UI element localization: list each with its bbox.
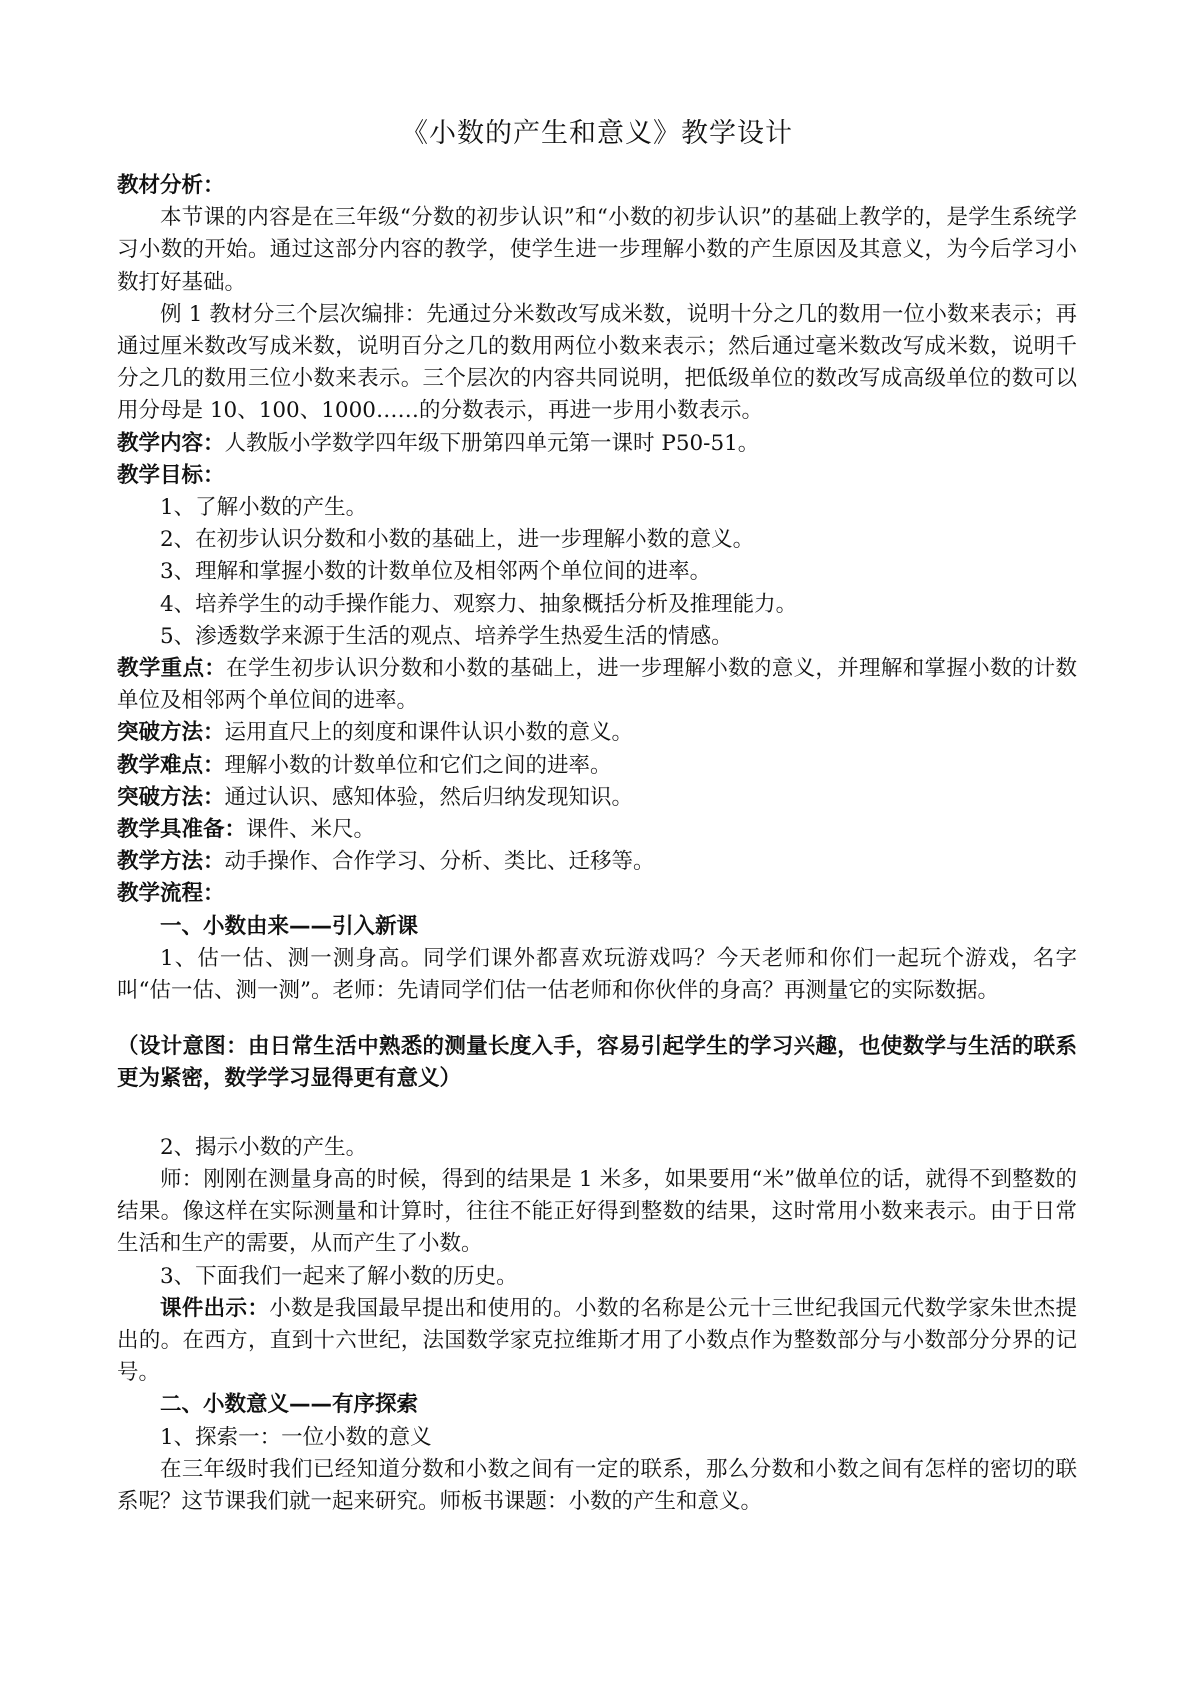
courseware-paragraph <box>117 1293 1077 1390</box>
goal-item: 2、在初步认识分数和小数的基础上，进一步理解小数的意义。 <box>160 527 755 553</box>
material-analysis-heading: 教材分析： <box>117 173 225 198</box>
teaching-flow-heading: 教学流程： <box>117 881 225 907</box>
material-analysis-paragraph-2: 例 1 教材分三个层次编排：先通过分米数改写成米数，说明十分之几的数用一位小数来表示；再通过厘米数改写成米数，说明百分之几的数用两位小数来表示；然后通过毫米数改写成米数，说明千分之几的数用三位小数来表示。三个层次的内容共同说明，把低级单位的数改写成高级单位的数可以用分母是 10、100、1000……的分数表示，再进一步用小数表示。 <box>117 301 1077 424</box>
page-title: 《小数的产生和意义》教学设计 <box>401 118 793 149</box>
section-1-paragraph-1: 1、估一估、测一测身高。同学们课外都喜欢玩游戏吗？今天老师和你们一起玩个游戏，名字叫“估一估、测一测”。老师：先请同学们估一估老师和你伙伴的身高？再测量它的实际数据。 <box>117 945 1077 1004</box>
teaching-preparation <box>117 814 1077 846</box>
preparation-text: 课件、米尺。 <box>246 817 376 843</box>
difficulty-label: 教学难点： <box>117 752 225 778</box>
key-point <box>117 653 1077 717</box>
goal-item: 5、渗透数学来源于生活的观点、培养学生热爱生活的情感。 <box>160 623 733 649</box>
courseware-label: 课件出示： <box>160 1295 270 1321</box>
section-2-heading: 二、小数意义——有序探索 <box>160 1392 419 1418</box>
document-page <box>117 114 1077 1518</box>
methods-label: 教学方法： <box>117 849 225 875</box>
breakthrough-method-2 <box>117 782 1077 814</box>
teaching-methods <box>117 846 1077 878</box>
courseware-text: 小数是我国最早提出和使用的。小数的名称是公元十三世纪我国元代数学家朱世杰提出的。在西方，直到十六世纪，法国数学家克拉维斯才用了小数点作为整数部分与小数部分分界的记号。 <box>117 1295 1077 1386</box>
methods-text: 动手操作、合作学习、分析、类比、迁移等。 <box>224 849 655 875</box>
section-1-heading: 一、小数由来——引入新课 <box>160 913 419 939</box>
section-1-paragraph-3: 师：刚刚在测量身高的时候，得到的结果是 1 米多，如果要用“米”做单位的话，就得不到整数的结果。像这样在实际测量和计算时，往往不能正好得到整数的结果，这时常用小数来表示。由于日常生活和生产的需要，从而产生了小数。 <box>117 1166 1077 1257</box>
teaching-content-label: 教学内容： <box>117 430 225 456</box>
design-intent-note: （设计意图：由日常生活中熟悉的测量长度入手，容易引起学生的学习兴趣，也使数学与生活的联系更为紧密，数学学习显得更有意义） <box>117 1034 1077 1092</box>
method-1-label: 突破方法： <box>117 720 225 746</box>
goal-item: 4、培养学生的动手操作能力、观察力、抽象概括分析及推理能力。 <box>160 591 798 617</box>
teaching-content <box>117 428 1077 460</box>
material-analysis-paragraph-1: 本节课的内容是在三年级“分数的初步认识”和“小数的初步认识”的基础上教学的，是学生系统学习小数的开始。通过这部分内容的教学，使学生进一步理解小数的产生原因及其意义，为今后学习小数打好基础。 <box>117 205 1077 295</box>
preparation-label: 教学具准备： <box>117 817 247 843</box>
section-2-paragraph-1: 1、探索一：一位小数的意义 <box>160 1424 432 1450</box>
breakthrough-method-1 <box>117 717 1077 749</box>
section-1-paragraph-2: 2、揭示小数的产生。 <box>160 1134 368 1160</box>
difficulty-text: 理解小数的计数单位和它们之间的进率。 <box>224 752 612 778</box>
method-1-text: 运用直尺上的刻度和课件认识小数的意义。 <box>224 720 634 746</box>
section-1-paragraph-4: 3、下面我们一起来了解小数的历史。 <box>160 1263 518 1289</box>
teaching-content-text: 人教版小学数学四年级下册第四单元第一课时 P50-51。 <box>224 430 760 456</box>
goal-item: 1、了解小数的产生。 <box>160 495 368 521</box>
teaching-goals-heading: 教学目标： <box>117 462 225 488</box>
spacer <box>117 1096 1077 1132</box>
key-point-text: 在学生初步认识分数和小数的基础上，进一步理解小数的意义，并理解和掌握小数的计数单位及相邻两个单位间的进率。 <box>117 656 1077 714</box>
goal-item: 3、理解和掌握小数的计数单位及相邻两个单位间的进率。 <box>160 559 712 585</box>
section-2-paragraph-2: 在三年级时我们已经知道分数和小数之间有一定的联系，那么分数和小数之间有怎样的密切的联系呢？这节课我们就一起来研究。师板书课题：小数的产生和意义。 <box>117 1456 1077 1514</box>
key-point-label: 教学重点： <box>117 656 227 682</box>
method-2-text: 通过认识、感知体验，然后归纳发现知识。 <box>224 784 634 810</box>
difficulty <box>117 750 1077 782</box>
method-2-label: 突破方法： <box>117 784 225 810</box>
